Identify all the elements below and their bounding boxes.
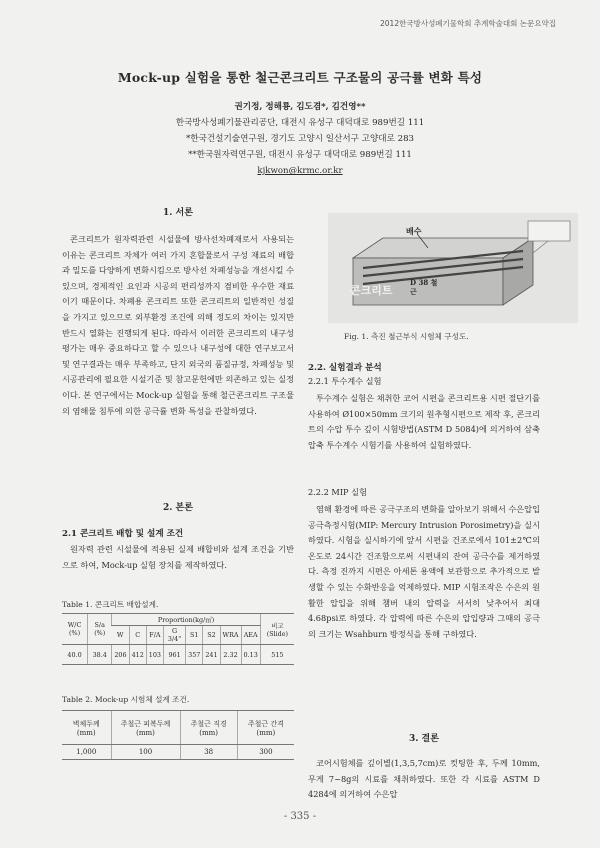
paper-title: Mock-up 실험을 통한 철근콘크리트 구조물의 공극률 변화 특성 <box>117 70 483 85</box>
authors: 권기정, 정해룡, 김도겸*, 김건영** <box>234 102 366 112</box>
col-header: 주철근 직경 (mm) <box>180 711 237 745</box>
table-cell: 515 <box>260 645 294 665</box>
page-number: - 335 - <box>283 811 317 822</box>
col-header: G 3/4" <box>163 626 185 645</box>
table-mockup-design <box>62 710 294 760</box>
subsection-2-1-paragraph: 원자력 관련 시설물에 적용된 실제 배합비와 설계 조건을 기반으로 하여, Mock-up 실험 장치를 제작하였다. <box>62 544 294 570</box>
col-header: F/A <box>146 626 163 645</box>
col-header: S1 <box>186 626 203 645</box>
col-header: S2 <box>203 626 220 645</box>
header-proportion: Proportion(kg/㎥) <box>112 614 260 626</box>
table-cell: 1,000 <box>62 745 111 760</box>
subsection-2-1-heading: 2.1 콘크리트 배합 및 설계 조건 <box>62 529 184 539</box>
table1-caption: Table 1. 콘크리트 배합설계. <box>62 600 159 609</box>
table-cell: 206 <box>112 645 129 665</box>
col-header: 주철근 피복두께 (mm) <box>111 711 180 745</box>
affiliation-1: 한국방사성폐기물관리공단, 대전시 유성구 대덕대로 989번길 111 <box>175 118 425 128</box>
header-bigo: 비고 (Slide) <box>260 614 294 645</box>
subsection-2-2-heading: 2.2. 실험결과 분석 <box>308 363 382 373</box>
table-cell: 40.0 <box>62 645 88 665</box>
col-header: 주철근 간격 (mm) <box>237 711 294 745</box>
section-body-heading: 2. 본론 <box>163 503 193 513</box>
table-cell: 357 <box>186 645 203 665</box>
figure-label-concrete: 콘크리트 <box>350 284 393 297</box>
author-email[interactable]: kjkwon@krmc.or.kr <box>257 166 343 176</box>
table-cell: 2.32 <box>220 645 241 665</box>
specimen-figure <box>328 213 578 323</box>
block-top-face <box>353 238 533 258</box>
table-cell: 300 <box>237 745 294 760</box>
col-header: 벽체두께 (mm) <box>62 711 111 745</box>
table-cell: 412 <box>129 645 146 665</box>
table-cell: 100 <box>111 745 180 760</box>
section-intro-heading: 1. 서론 <box>163 208 193 218</box>
table-mix-design <box>62 613 294 665</box>
header-sa: S/a (%) <box>88 614 112 645</box>
header-wc: W/C (%) <box>62 614 88 645</box>
col-header: W <box>112 626 129 645</box>
figure-label-rebar: D 38 철근 <box>410 278 438 296</box>
table-cell: 0.13 <box>241 645 260 665</box>
affiliation-3: **한국원자력연구원, 대전시 유성구 대덕대로 989번길 111 <box>188 150 412 160</box>
table-cell: 103 <box>146 645 163 665</box>
inset-box <box>528 221 570 241</box>
col-header: WRA <box>220 626 241 645</box>
subsection-2-2-1-paragraph: 투수계수 실험은 채취한 코어 시편을 콘크리트용 시편 절단기를 사용하여 Ø100×50mm 크기의 원추형시편으로 제작 후, 콘크리트의 수압 투수 깊이 시험방법(ASTM D 5084)에 의거하여 삼축압축 투수계수 시험기를 사용하여 실험하였다. <box>308 393 540 450</box>
section-conclusion-heading: 3. 결론 <box>409 734 439 744</box>
running-header: 2012한국방사성폐기물학회 추계학술대회 논문요약집 <box>380 19 556 28</box>
figure-label-drain: 배수 <box>406 226 422 236</box>
subsection-2-2-2-paragraph: 염해 환경에 따른 공극구조의 변화를 알아보기 위해서 수은압입 공극측정시험(MIP: Mercury Intrusion Porosimetry)을 실시하였다. 시험을 실시하기에 앞서 시편을 건조로에서 101±2℃의 온도로 24시간 건조함으로써 시편내의 잔여 공극수를 제거하였다. 측정 진까지 시편은 아세톤 용액에 보관함으로 추가적으로 발생할 수 있는 수화반응을 억제하였다. MIP 시험조작은 수은의 원활한 압입을 위해 챔버 내의 압력을 서서히 낮추어서 최대 4.68psi로 하였다. 각 압력에 따른 수은의 압입량과 그때의 공극의 크기는 Wsahburn 방정식을 통해 구하였다. <box>308 504 540 639</box>
affiliation-2: *한국건설기술연구원, 경기도 고양시 일산서구 고양대로 283 <box>185 134 415 144</box>
col-header: AEA <box>241 626 260 645</box>
subsection-2-2-1-heading: 2.2.1 투수계수 실험 <box>308 376 382 386</box>
table-cell: 38.4 <box>88 645 112 665</box>
table-cell: 38 <box>180 745 237 760</box>
intro-paragraph: 콘크리트가 원자력관련 시설물에 방사선차폐재로서 사용되는 이유는 콘크리트 자체가 여러 가지 혼합물로서 구성 재료의 배합과 밀도를 다양하게 변화시킴으로 방사선 차폐성능을 개선시킬 수 있으며, 경제적인 요인과 시공의 편리성까지 겸비한 우수한 재료이기 때문이다. 차폐용 콘크리트 또한 콘크리트의 일반적인 성질을 가지고 있으므로 외부환경 조건에 의해 정도의 차이는 있지만 반드시 열화는 진행되게 된다. 따라서 이러한 콘크리트의 내구성 평가는 매우 중요하다고 할 수 있으나 내구성에 대한 연구보고서 및 연구결과는 매우 부족하고, 단지 외국의 품질규정, 차폐성능 및 시공관리에 필요한 시설기준 및 참고문헌에만 의존하고 있는 실정이다. 본 연구에서는 Mock-up 실험을 통해 철근콘크리트 구조물의 염해물 침투에 의한 공극률 변화 특성을 관찰하였다. <box>62 234 294 416</box>
col-header: C <box>129 626 146 645</box>
table-cell: 241 <box>203 645 220 665</box>
figure-caption: Fig. 1. 측진 철근부식 시험체 구성도. <box>344 332 469 341</box>
table2-caption: Table 2. Mock-up 시험체 설계 조건. <box>62 695 190 704</box>
table-cell: 961 <box>163 645 185 665</box>
conclusion-paragraph: 코어시험체를 깊이별(1,3,5,7cm)로 컷팅한 후, 두께 10mm, 무게 7~8g의 시료를 채취하였다. 또한 각 시료를 ASTM D 4284에 의거하여 수은압 <box>308 758 540 800</box>
subsection-2-2-2-heading: 2.2.2 MIP 실험 <box>308 487 367 497</box>
